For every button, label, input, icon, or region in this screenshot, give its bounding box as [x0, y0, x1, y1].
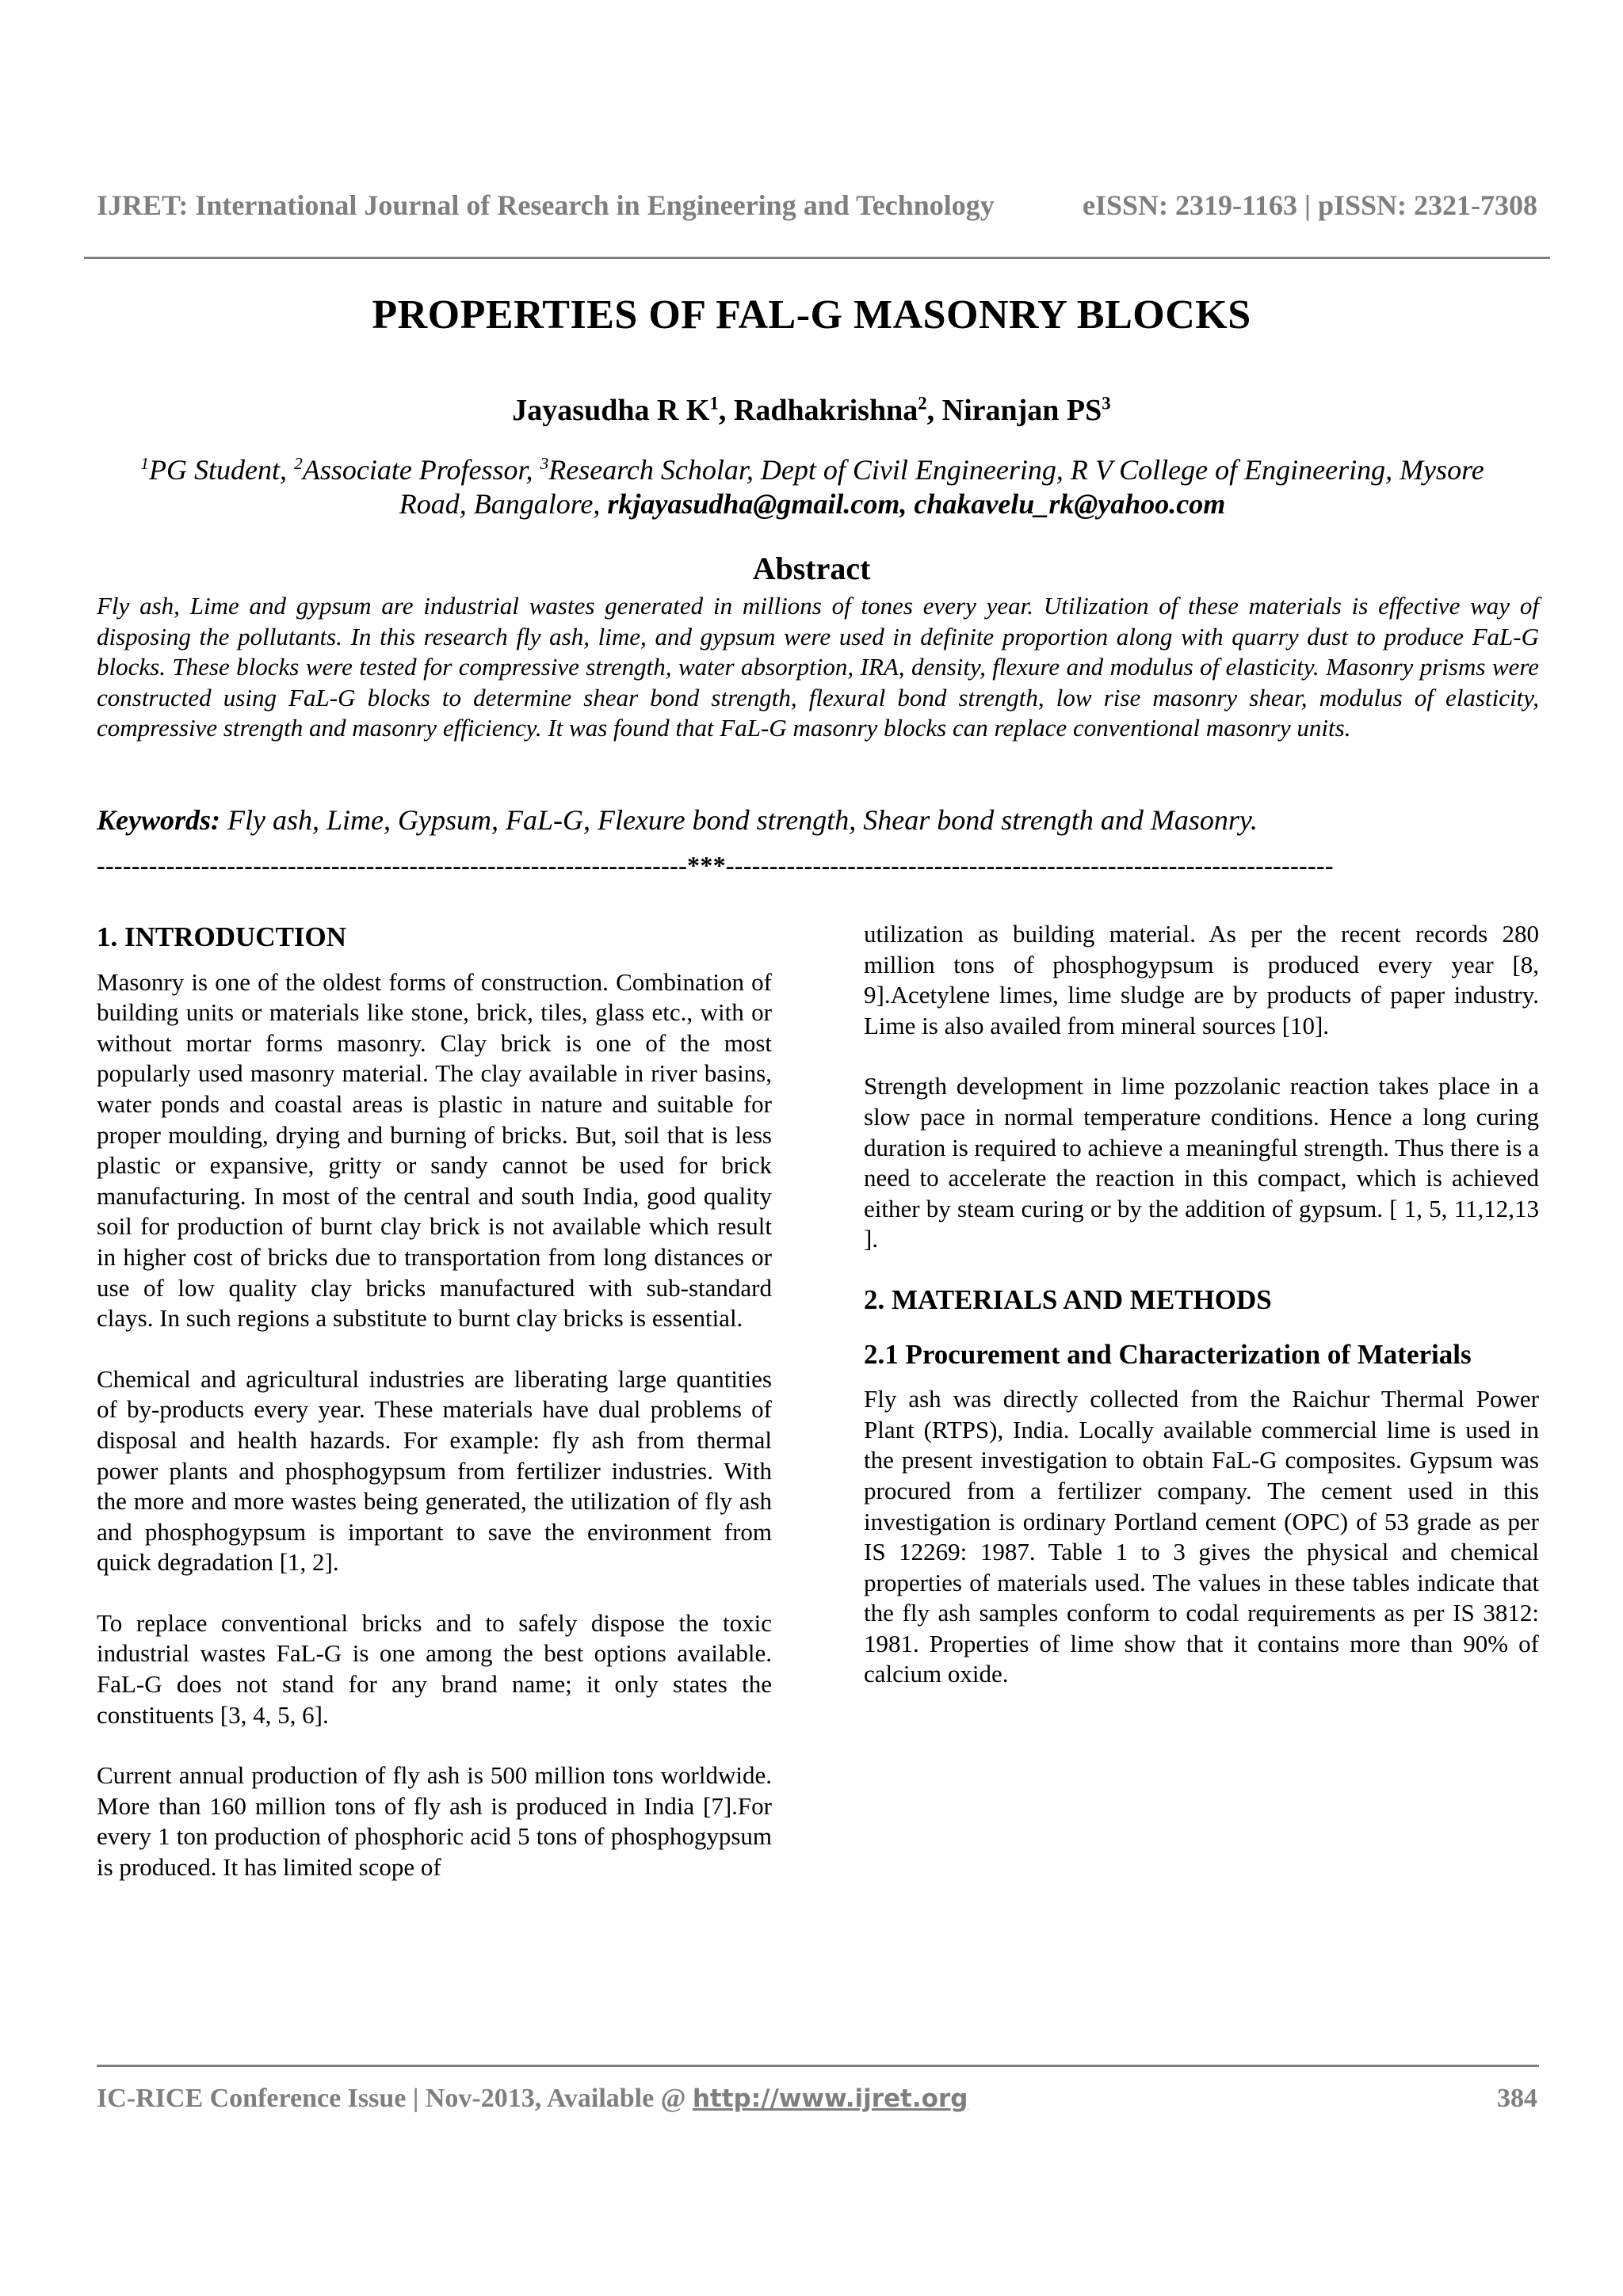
- right-column: [864, 919, 1539, 1720]
- body-paragraph: Chemical and agricultural industries are liberating large quantities of by-products every year. These materials have dual problems of disposal and health hazards. For example: fly ash from thermal power plants and phosphogypsum from fertilizer industries. With the more and more wastes being generated, the utilization of fly ash and phosphogypsum is important to save the environment from quick degradation [1, 2].: [97, 1364, 772, 1577]
- page-number: 384: [1497, 2084, 1537, 2113]
- section-heading-introduction: 1. INTRODUCTION: [97, 921, 347, 952]
- running-footer: [97, 2084, 1537, 2114]
- footer-issue-text: IC-RICE Conference Issue | Nov-2013, Available @: [97, 2084, 693, 2113]
- affiliation-superscript: 3: [540, 454, 549, 473]
- body-paragraph: Strength development in lime pozzolanic reaction takes place in a slow pace in normal temperature conditions. Hence a long curing duration is required to achieve a meaningful strength. Thus there is a need to accelerate the reaction in this compact, which is achieved either by steam curing or by the addition of gypsum. [ 1, 5, 11,12,13 ].: [864, 1072, 1539, 1253]
- footer-link[interactable]: http://www.ijret.org: [692, 2084, 968, 2113]
- affiliation-role: Associate Professor,: [302, 454, 540, 486]
- header-divider: [84, 257, 1550, 259]
- author-name: Radhakrishna: [733, 394, 918, 427]
- body-paragraph: Fly ash was directly collected from the Raichur Thermal Power Plant (RTPS), India. Locally available commercial lime is used in the present investigation to obtain FaL-G composites. Gypsum was procured from a fertilizer company. The cement used in this investigation is ordinary Portland cement (OPC) of 53 grade as per IS 12269: 1987. Table 1 to 3 gives the physical and chemical properties of materials used. The values in these tables indicate that the fly ash samples conform to codal requirements as per IS 3812: 1981. Properties of lime show that it contains more than 90% of calcium oxide.: [864, 1385, 1539, 1688]
- author-name: Niranjan PS: [941, 394, 1102, 427]
- keywords: [97, 803, 1539, 837]
- affiliation-superscript: 1: [140, 454, 150, 473]
- left-column: [97, 919, 772, 1913]
- section-separator: --------------------------------------------------------------------***----------------------------------------------------------------------: [97, 851, 1334, 879]
- subsection-heading: 2.1 Procurement and Characterization of Materials: [864, 1338, 1472, 1370]
- abstract-heading: Abstract: [752, 551, 871, 586]
- running-header: [97, 189, 1537, 222]
- affiliation-role: Research Scholar, Dept of Civil Engineering, R V College of Engineering, Mysore Road, Bangalore,: [399, 454, 1484, 520]
- footer-divider: [97, 2065, 1539, 2067]
- body-paragraph: Current annual production of fly ash is 500 million tons worldwide. More than 160 million tons of fly ash is produced in India [7].For every 1 ton production of phosphoric acid 5 tons of phosphogypsum is produced. It has limited scope of: [97, 1761, 772, 1882]
- keywords-label: Keywords:: [97, 804, 220, 836]
- paper-title: PROPERTIES OF FAL-G MASONRY BLOCKS: [372, 292, 1251, 338]
- abstract-text: Fly ash, Lime and gypsum are industrial wastes generated in millions of tones every year. Utilization of these materials is effective way of disposing the pollutants. In this research fly ash, lime, and gypsum were used in definite proportion along with quarry dust to produce FaL-G blocks. These blocks were tested for compressive strength, water absorption, IRA, density, flexure and modulus of elasticity. Masonry prisms were constructed using FaL-G blocks to determine shear bond strength, flexural bond strength, low rise masonry shear, modulus of elasticity, compressive strength and masonry efficiency. It was found that FaL-G masonry blocks can replace conventional masonry units.: [97, 592, 1539, 742]
- body-paragraph: utilization as building material. As per the recent records 280 million tons of phosphogypsum is produced every year [8, 9].Acetylene limes, lime sludge are by products of paper industry. Lime is also availed from mineral sources [10].: [864, 920, 1539, 1039]
- author-name: Jayasudha R K: [512, 394, 710, 427]
- affiliation: [111, 453, 1514, 521]
- section-heading-materials-methods: 2. MATERIALS AND METHODS: [864, 1283, 1272, 1315]
- body-paragraph: Masonry is one of the oldest forms of construction. Combination of building units or materials like stone, brick, tiles, glass etc., with or without mortar forms masonry. Clay brick is one of the most popularly used masonry material. The clay available in river basins, water ponds and coastal areas is plastic in nature and suitable for proper moulding, drying and burning of bricks. But, soil that is less plastic or expansive, gritty or sandy cannot be used for brick manufacturing. In most of the central and south India, good quality soil for production of burnt clay brick is not available which result in higher cost of bricks due to transportation from long distances or use of low quality clay bricks manufactured with sub-standard clays. In such regions a substitute to burnt clay bricks is essential.: [97, 967, 772, 1333]
- issn-info: eISSN: 2319-1163 | pISSN: 2321-7308: [1083, 189, 1537, 221]
- keywords-text: Fly ash, Lime, Gypsum, FaL-G, Flexure bond strength, Shear bond strength and Masonry.: [220, 804, 1258, 836]
- journal-name: IJRET: International Journal of Research in Engineering and Technology: [97, 189, 995, 221]
- author-superscript: 1: [709, 393, 719, 414]
- affiliation-role: PG Student,: [149, 454, 295, 486]
- author-superscript: 3: [1102, 393, 1111, 414]
- body-paragraph: To replace conventional bricks and to safely dispose the toxic industrial wastes FaL-G is one among the best options available. FaL-G does not stand for any brand name; it only states the constituents [3, 4, 5, 6].: [97, 1608, 772, 1729]
- author-superscript: 2: [918, 393, 927, 414]
- affiliation-superscript: 2: [294, 454, 303, 473]
- footer-issue: [97, 2084, 968, 2114]
- author-emails[interactable]: rkjayasudha@gmail.com, chakavelu_rk@yahoo.com: [607, 488, 1226, 520]
- author-list: Jayasudha R $K^1$, Radhakrishna$^2$, Niranjan $PS^3$: [512, 393, 1111, 427]
